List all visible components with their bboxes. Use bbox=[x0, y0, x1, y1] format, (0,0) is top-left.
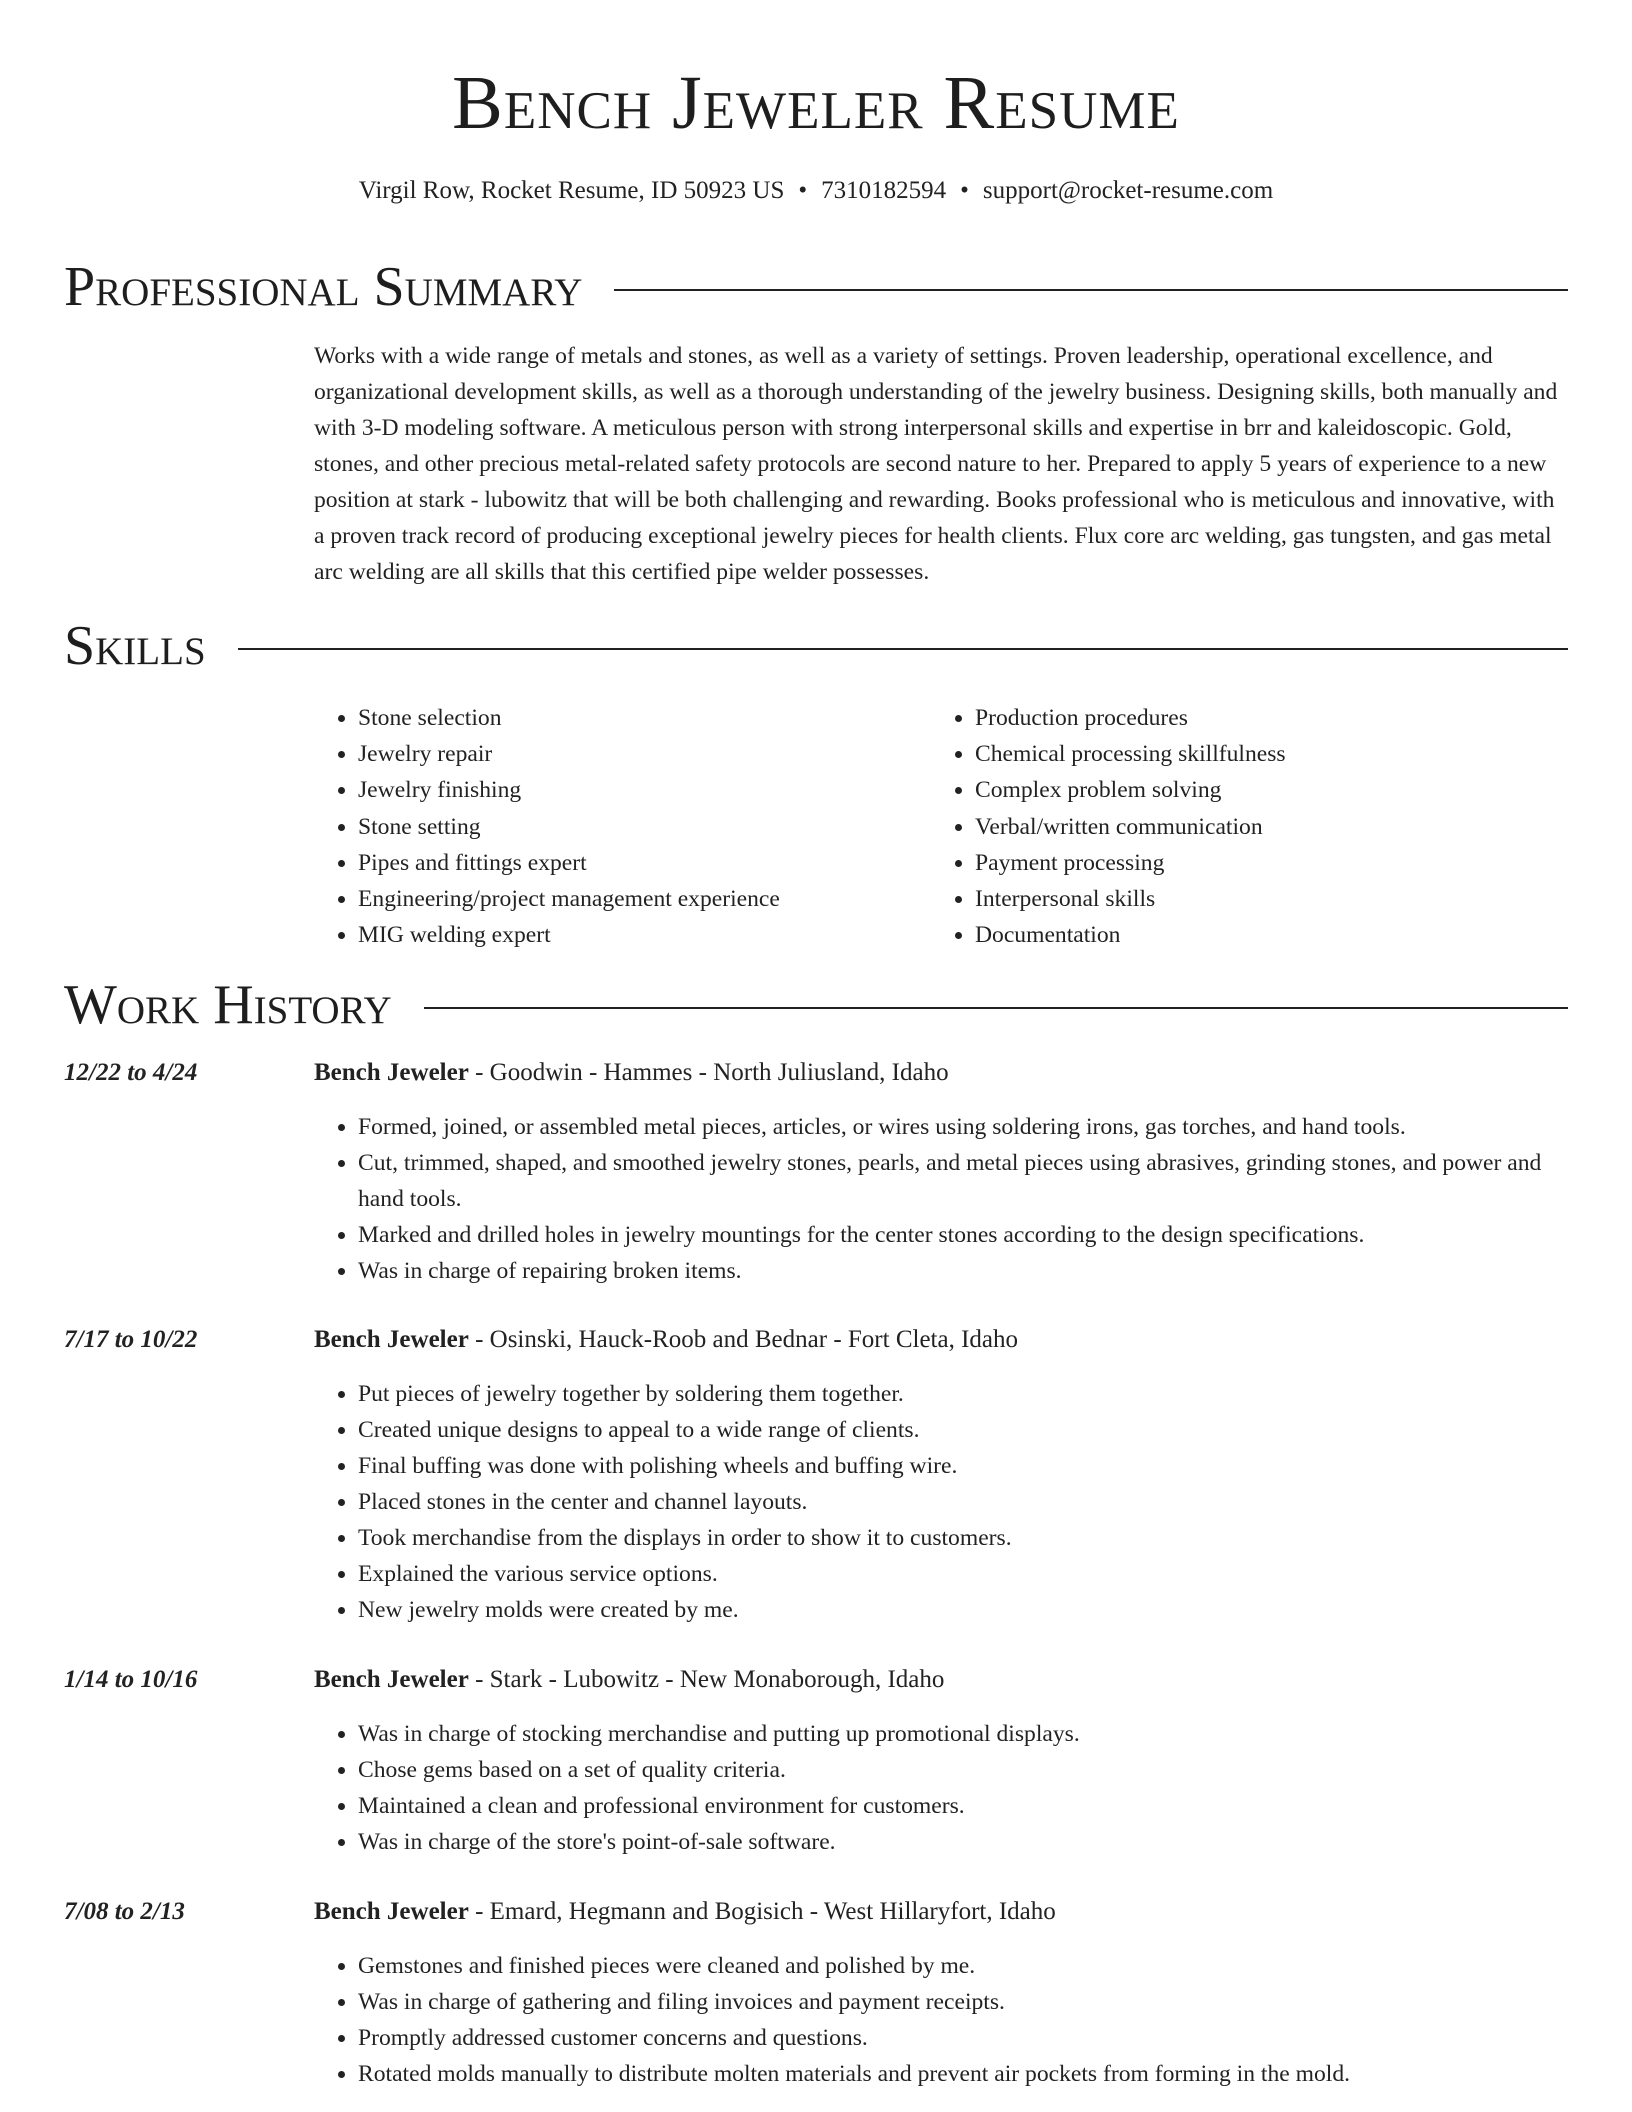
job-bullet: • Was in charge of stocking merchandise and putting up promotional displays. bbox=[358, 1716, 1568, 1752]
skill-item: • Jewelry repair bbox=[358, 736, 931, 772]
summary-section-heading bbox=[64, 252, 1568, 322]
summary-heading: Professional Summary bbox=[64, 256, 583, 318]
job-bullets bbox=[314, 1948, 1568, 2092]
job-role: Bench Jeweler bbox=[314, 1059, 469, 1086]
job-role: Bench Jeweler bbox=[314, 1898, 469, 1925]
skill-item: • Payment processing bbox=[975, 845, 1548, 881]
skill-item: • Production procedures bbox=[975, 700, 1548, 736]
job-title-line bbox=[314, 1894, 1056, 1930]
job-bullet: • Explained the various service options. bbox=[358, 1556, 1568, 1592]
skills-list-right bbox=[931, 700, 1548, 953]
job-title-line bbox=[314, 1322, 1018, 1358]
skill-item: • Engineering/project management experience bbox=[358, 881, 931, 917]
section-divider bbox=[238, 648, 1568, 650]
job-bullet: • Marked and drilled holes in jewelry mountings for the center stones according to the design specifications. bbox=[358, 1217, 1568, 1253]
job-bullets bbox=[314, 1109, 1568, 1289]
job-bullet: • Was in charge of gathering and filing invoices and payment receipts. bbox=[358, 1984, 1568, 2020]
summary-text: Works with a wide range of metals and stones, as well as a variety of settings. Proven leadership, operational excellence, and organizational development skills, as well as a thorough understanding of the jewelry business. Designing skills, both manually and with 3-D modeling software. A meticulous person with strong interpersonal skills and expertise in brr and kaleidoscopic. Gold, stones, and other precious metal-related safety protocols are second nature to her. Prepared to apply 5 years of experience to a new position at stark - lubowitz that will be both challenging and rewarding. Books professional who is meticulous and innovative, with a proven track record of producing exceptional jewelry pieces for health clients. Flux core arc welding, gas tungsten, and gas metal arc welding are all skills that this certified pipe welder possesses. bbox=[314, 343, 1558, 585]
job-entry bbox=[64, 1055, 1568, 1289]
contact-phone: 7310182594 bbox=[821, 177, 947, 204]
skills-columns bbox=[314, 700, 1568, 953]
job-header bbox=[64, 1322, 1568, 1358]
job-bullet: • Cut, trimmed, shaped, and smoothed jewelry stones, pearls, and metal pieces using abrasives, grinding stones, and power and hand tools. bbox=[358, 1145, 1568, 1217]
job-dates: 7/17 to 10/22 bbox=[64, 1326, 198, 1353]
job-dates: 12/22 to 4/24 bbox=[64, 1059, 198, 1086]
job-role: Bench Jeweler bbox=[314, 1326, 469, 1353]
job-bullet: • Final buffing was done with polishing wheels and buffing wire. bbox=[358, 1448, 1568, 1484]
contact-separator: • bbox=[960, 177, 969, 204]
job-bullet: • Created unique designs to appeal to a wide range of clients. bbox=[358, 1412, 1568, 1448]
job-dates: 7/08 to 2/13 bbox=[64, 1898, 185, 1925]
job-header bbox=[64, 1662, 1568, 1698]
job-bullet: • Placed stones in the center and channel layouts. bbox=[358, 1484, 1568, 1520]
job-bullet: • New jewelry molds were created by me. bbox=[358, 1592, 1568, 1628]
job-bullet: • Chose gems based on a set of quality criteria. bbox=[358, 1752, 1568, 1788]
work-heading: Work History bbox=[64, 974, 392, 1036]
skills-section-heading bbox=[64, 611, 1568, 681]
job-bullets bbox=[314, 1376, 1568, 1628]
job-dates: 1/14 to 10/16 bbox=[64, 1666, 198, 1693]
contact-line bbox=[0, 174, 1632, 208]
section-divider bbox=[614, 289, 1568, 291]
skill-item: • Verbal/written communication bbox=[975, 809, 1548, 845]
skills-heading: Skills bbox=[64, 615, 206, 677]
skill-item: • Documentation bbox=[975, 917, 1548, 953]
contact-separator: • bbox=[798, 177, 808, 204]
job-bullet: • Promptly addressed customer concerns and questions. bbox=[358, 2020, 1568, 2056]
work-section-heading bbox=[64, 970, 1568, 1040]
job-entry bbox=[64, 1322, 1568, 1628]
job-entry bbox=[64, 1662, 1568, 1860]
job-employer: - Emard, Hegmann and Bogisich - West Hillaryfort, Idaho bbox=[468, 1898, 1056, 1925]
job-title-line bbox=[314, 1055, 949, 1091]
skill-item: • Pipes and fittings expert bbox=[358, 845, 931, 881]
skill-item: • Chemical processing skillfulness bbox=[975, 736, 1548, 772]
job-title-line bbox=[314, 1662, 944, 1698]
job-bullet: • Formed, joined, or assembled metal pieces, articles, or wires using soldering irons, gas torches, and hand tools. bbox=[358, 1109, 1568, 1145]
job-bullet: • Gemstones and finished pieces were cleaned and polished by me. bbox=[358, 1948, 1568, 1984]
job-bullet: • Put pieces of jewelry together by soldering them together. bbox=[358, 1376, 1568, 1412]
job-employer: - Goodwin - Hammes - North Juliusland, Idaho bbox=[468, 1059, 949, 1086]
job-bullets bbox=[314, 1716, 1568, 1860]
job-employer: - Stark - Lubowitz - New Monaborough, Idaho bbox=[468, 1666, 945, 1693]
section-divider bbox=[424, 1007, 1568, 1009]
job-bullet: • Took merchandise from the displays in order to show it to customers. bbox=[358, 1520, 1568, 1556]
contact-address: Virgil Row, Rocket Resume, ID 50923 US bbox=[358, 177, 785, 204]
skill-item: • Interpersonal skills bbox=[975, 881, 1548, 917]
skill-item: • Complex problem solving bbox=[975, 772, 1548, 808]
job-header bbox=[64, 1055, 1568, 1091]
contact-email: support@rocket-resume.com bbox=[982, 177, 1274, 204]
job-bullet: • Rotated molds manually to distribute molten materials and prevent air pockets from forming in the mold. bbox=[358, 2056, 1568, 2092]
job-bullet: • Maintained a clean and professional environment for customers. bbox=[358, 1788, 1568, 1824]
skill-item: • Stone setting bbox=[358, 809, 931, 845]
job-bullet: • Was in charge of repairing broken items. bbox=[358, 1253, 1568, 1289]
skill-item: • MIG welding expert bbox=[358, 917, 931, 953]
skill-item: • Jewelry finishing bbox=[358, 772, 931, 808]
skill-item: • Stone selection bbox=[358, 700, 931, 736]
skills-list-left bbox=[314, 700, 931, 953]
job-bullet: • Was in charge of the store's point-of-sale software. bbox=[358, 1824, 1568, 1860]
job-entry bbox=[64, 1894, 1568, 2092]
job-role: Bench Jeweler bbox=[314, 1666, 469, 1693]
job-employer: - Osinski, Hauck-Roob and Bednar - Fort Cleta, Idaho bbox=[468, 1326, 1019, 1353]
resume-title: Bench Jeweler Resume bbox=[452, 61, 1180, 145]
job-header bbox=[64, 1894, 1568, 1930]
